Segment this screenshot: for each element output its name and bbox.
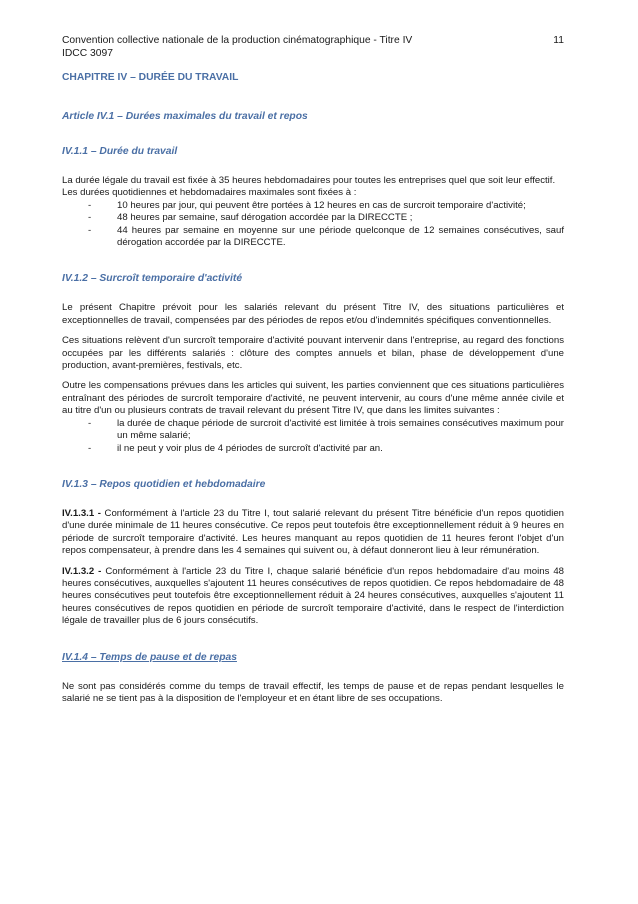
list-item-text: 10 heures par jour, qui peuvent être portées à 12 heures en cas de surcroit temporaire d'activité; (117, 199, 526, 211)
dash-bullet: - (88, 199, 92, 211)
bullet-list (62, 418, 564, 455)
dash-bullet: - (88, 212, 92, 224)
paragraph-label: IV.1.3.1 - (62, 507, 101, 519)
paragraph-label: IV.1.3.2 - (62, 565, 102, 577)
page-header (62, 34, 564, 60)
section-title-iv-1-1: IV.1.1 – Durée du travail (62, 146, 178, 157)
paragraph: Le présent Chapitre prévoit pour les salariés relevant du présent Titre IV, des situations particulières et exceptionnelles de travail, compensées par des périodes de repos et/ou d'indemnités spécifiques conventionnelles. (62, 302, 564, 326)
dash-bullet: - (88, 417, 92, 429)
paragraph (62, 508, 564, 558)
list-item (88, 443, 564, 455)
list-item-text: 44 heures par semaine en moyenne sur une période quelconque de 12 semaines consécutives, sauf dérogation accordée par la DIRECCTE. (117, 224, 564, 249)
list-item-text: la durée de chaque période de surcroit d'activité est limitée à trois semaines consécutives maximum pour un même salarié; (117, 417, 564, 442)
list-item (88, 200, 564, 212)
list-item (88, 418, 564, 443)
paragraph: Outre les compensations prévues dans les articles qui suivent, les parties conviennent que ces situations particulières entraînant des périodes de surcroît temporaire d'activité, ne peuvent intervenir, au cours d'une même année civile et au titre d'un ou plusieurs contrats de travail relevant du présent Titre IV, que dans les limites suivantes : (62, 380, 564, 417)
list-item-text: il ne peut y voir plus de 4 périodes de surcroît d'activité par an. (117, 442, 383, 454)
paragraph-text: Conformément à l'article 23 du Titre I, tout salarié relevant du présent Titre bénéficie d'un repos quotidien d'une durée minimale de 11 heures consécutive. Ce repos peut toutefois être exceptionnellement réduit à 9 heures en période de surcroît temporaire d'activité. Les heures manquant au repos quotidien de 11 heures feront l'objet d'un repos compensateur, à prendre dans les 4 semaines qui suivent ou, à défaut donneront lieu à leur rémunération. (62, 507, 565, 557)
bullet-list (62, 200, 564, 250)
paragraph: Ces situations relèvent d'un surcroît temporaire d'activité pouvant intervenir dans l'entreprise, au regard des fonctions occupées par les différents salariés : clôture des comptes annuels et bilan, phase de développement d'une production, avant-premières, festivals, etc. (62, 335, 564, 372)
paragraph (62, 566, 564, 628)
section-title-iv-1-4: IV.1.4 – Temps de pause et de repas (62, 651, 237, 663)
dash-bullet: - (88, 442, 92, 454)
paragraph-text: Conformément à l'article 23 du Titre I, chaque salarié bénéficie d'un repos hebdomadaire d'au moins 48 heures consécutives, auxquelles s'ajoutent 11 heures consécutives de repos quotidien. Ce repos hebdomadaire de 48 heures consécutives peut toutefois être exceptionnellement réduit à 24 heures consécutives, auxquelles s'ajoutent 11 heures consécutives de repos quotidien en période de surcroît temporaire d'activité, dans le respect de l'interdiction légale de travailler plus de 6 jours consécutifs. (62, 565, 565, 627)
list-item (88, 225, 564, 250)
article-title: Article IV.1 – Durées maximales du travail et repos (62, 111, 308, 122)
paragraph: Ne sont pas considérés comme du temps de travail effectif, les temps de pause et de repas pendant lesquelles le salarié ne se tient pas à la disposition de l'employeur et en étant libre de ses occupations. (62, 680, 564, 704)
section-title-iv-1-3: IV.1.3 – Repos quotidien et hebdomadaire (62, 478, 266, 490)
document-page (62, 34, 564, 705)
section-title-iv-1-2: IV.1.2 – Surcroît temporaire d'activité (62, 273, 243, 285)
chapter-title: CHAPITRE IV – DURÉE DU TRAVAIL (62, 72, 239, 83)
list-item-text: 48 heures par semaine, sauf dérogation accordée par la DIRECCTE ; (117, 212, 413, 224)
list-item (88, 212, 564, 224)
page-number: 11 (553, 35, 564, 46)
paragraph: Les durées quotidiennes et hebdomadaires maximales sont fixées à : (62, 187, 357, 199)
paragraph: La durée légale du travail est fixée à 35 heures hebdomadaires pour toutes les entreprises quel que soit leur effectif. (62, 175, 556, 186)
header-title: Convention collective nationale de la production cinématographique - Titre IV (62, 35, 413, 46)
header-idcc: IDCC 3097 (62, 48, 113, 59)
dash-bullet: - (88, 224, 92, 236)
